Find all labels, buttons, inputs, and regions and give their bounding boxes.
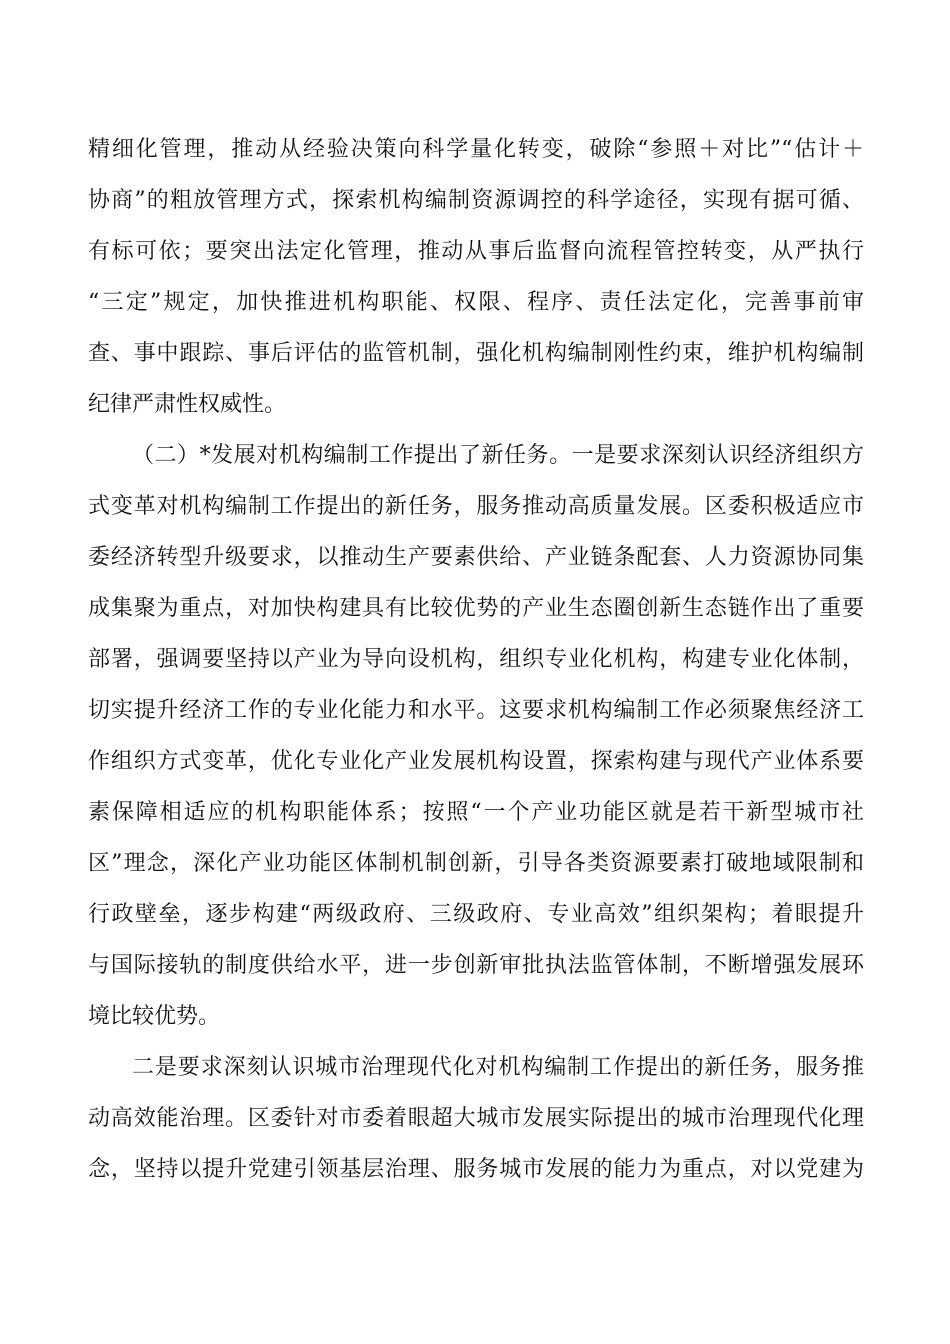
paragraph-2-line-11: 与国际接轨的制度供给水平，进一步创新审批执法监管体制，不断增强发展环 [88,953,864,978]
paragraph-1-line-6: 纪律严肃性权威性。 [88,392,287,417]
paragraph-1-line-5: 查、事中跟踪、事后评估的监管机制，强化机构编制刚性约束，维护机构编制 [88,341,864,366]
paragraph-1-line-3: 有标可依；要突出法定化管理，推动从事后监督向流程管控转变，从严执行 [88,239,864,264]
paragraph-2-line-1: （二）*发展对机构编制工作提出了新任务。一是要求深刻认识经济组织方 [132,443,864,468]
paragraph-2-line-6: 切实提升经济工作的专业化能力和水平。这要求机构编制工作必须聚焦经济工 [88,698,864,723]
paragraph-2-line-10: 行政壁垒，逐步构建“两级政府、三级政府、专业高效”组织架构；着眼提升 [88,902,864,927]
paragraph-1-line-2: 协商”的粗放管理方式，探索机构编制资源调控的科学途径，实现有据可循、 [88,188,864,213]
paragraph-2-line-7: 作组织方式变革，优化专业化产业发展机构设置，探索构建与现代产业体系要 [88,749,864,774]
paragraph-2-line-12: 境比较优势。 [88,1004,221,1029]
paragraph-3-line-1: 二是要求深刻认识城市治理现代化对机构编制工作提出的新任务，服务推 [132,1055,864,1080]
paragraph-2-line-4: 成集聚为重点，对加快构建具有比较优势的产业生态圈创新生态链作出了重要 [88,596,864,621]
paragraph-2-line-9: 区”理念，深化产业功能区体制机制创新，引导各类资源要素打破地域限制和 [88,851,864,876]
paragraph-2-line-5: 部署，强调要坚持以产业为导向设机构，组织专业化机构，构建专业化体制， [88,647,864,672]
paragraph-3-line-2: 动高效能治理。区委针对市委着眼超大城市发展实际提出的城市治理现代化理 [88,1106,864,1131]
paragraph-2-line-2: 式变革对机构编制工作提出的新任务，服务推动高质量发展。区委积极适应市 [88,494,864,519]
paragraph-2-line-8: 素保障相适应的机构职能体系；按照“一个产业功能区就是若干新型城市社 [88,800,864,825]
paragraph-2-line-3: 委经济转型升级要求，以推动生产要素供给、产业链条配套、人力资源协同集 [88,545,864,570]
paragraph-1-line-4: “三定”规定，加快推进机构职能、权限、程序、责任法定化，完善事前审 [88,290,864,315]
paragraph-1-line-1: 精细化管理，推动从经验决策向科学量化转变，破除“参照＋对比”“估计＋ [88,137,864,162]
paragraph-3-line-3: 念，坚持以提升党建引领基层治理、服务城市发展的能力为重点，对以党建为 [88,1157,864,1182]
document-body [88,132,864,1203]
